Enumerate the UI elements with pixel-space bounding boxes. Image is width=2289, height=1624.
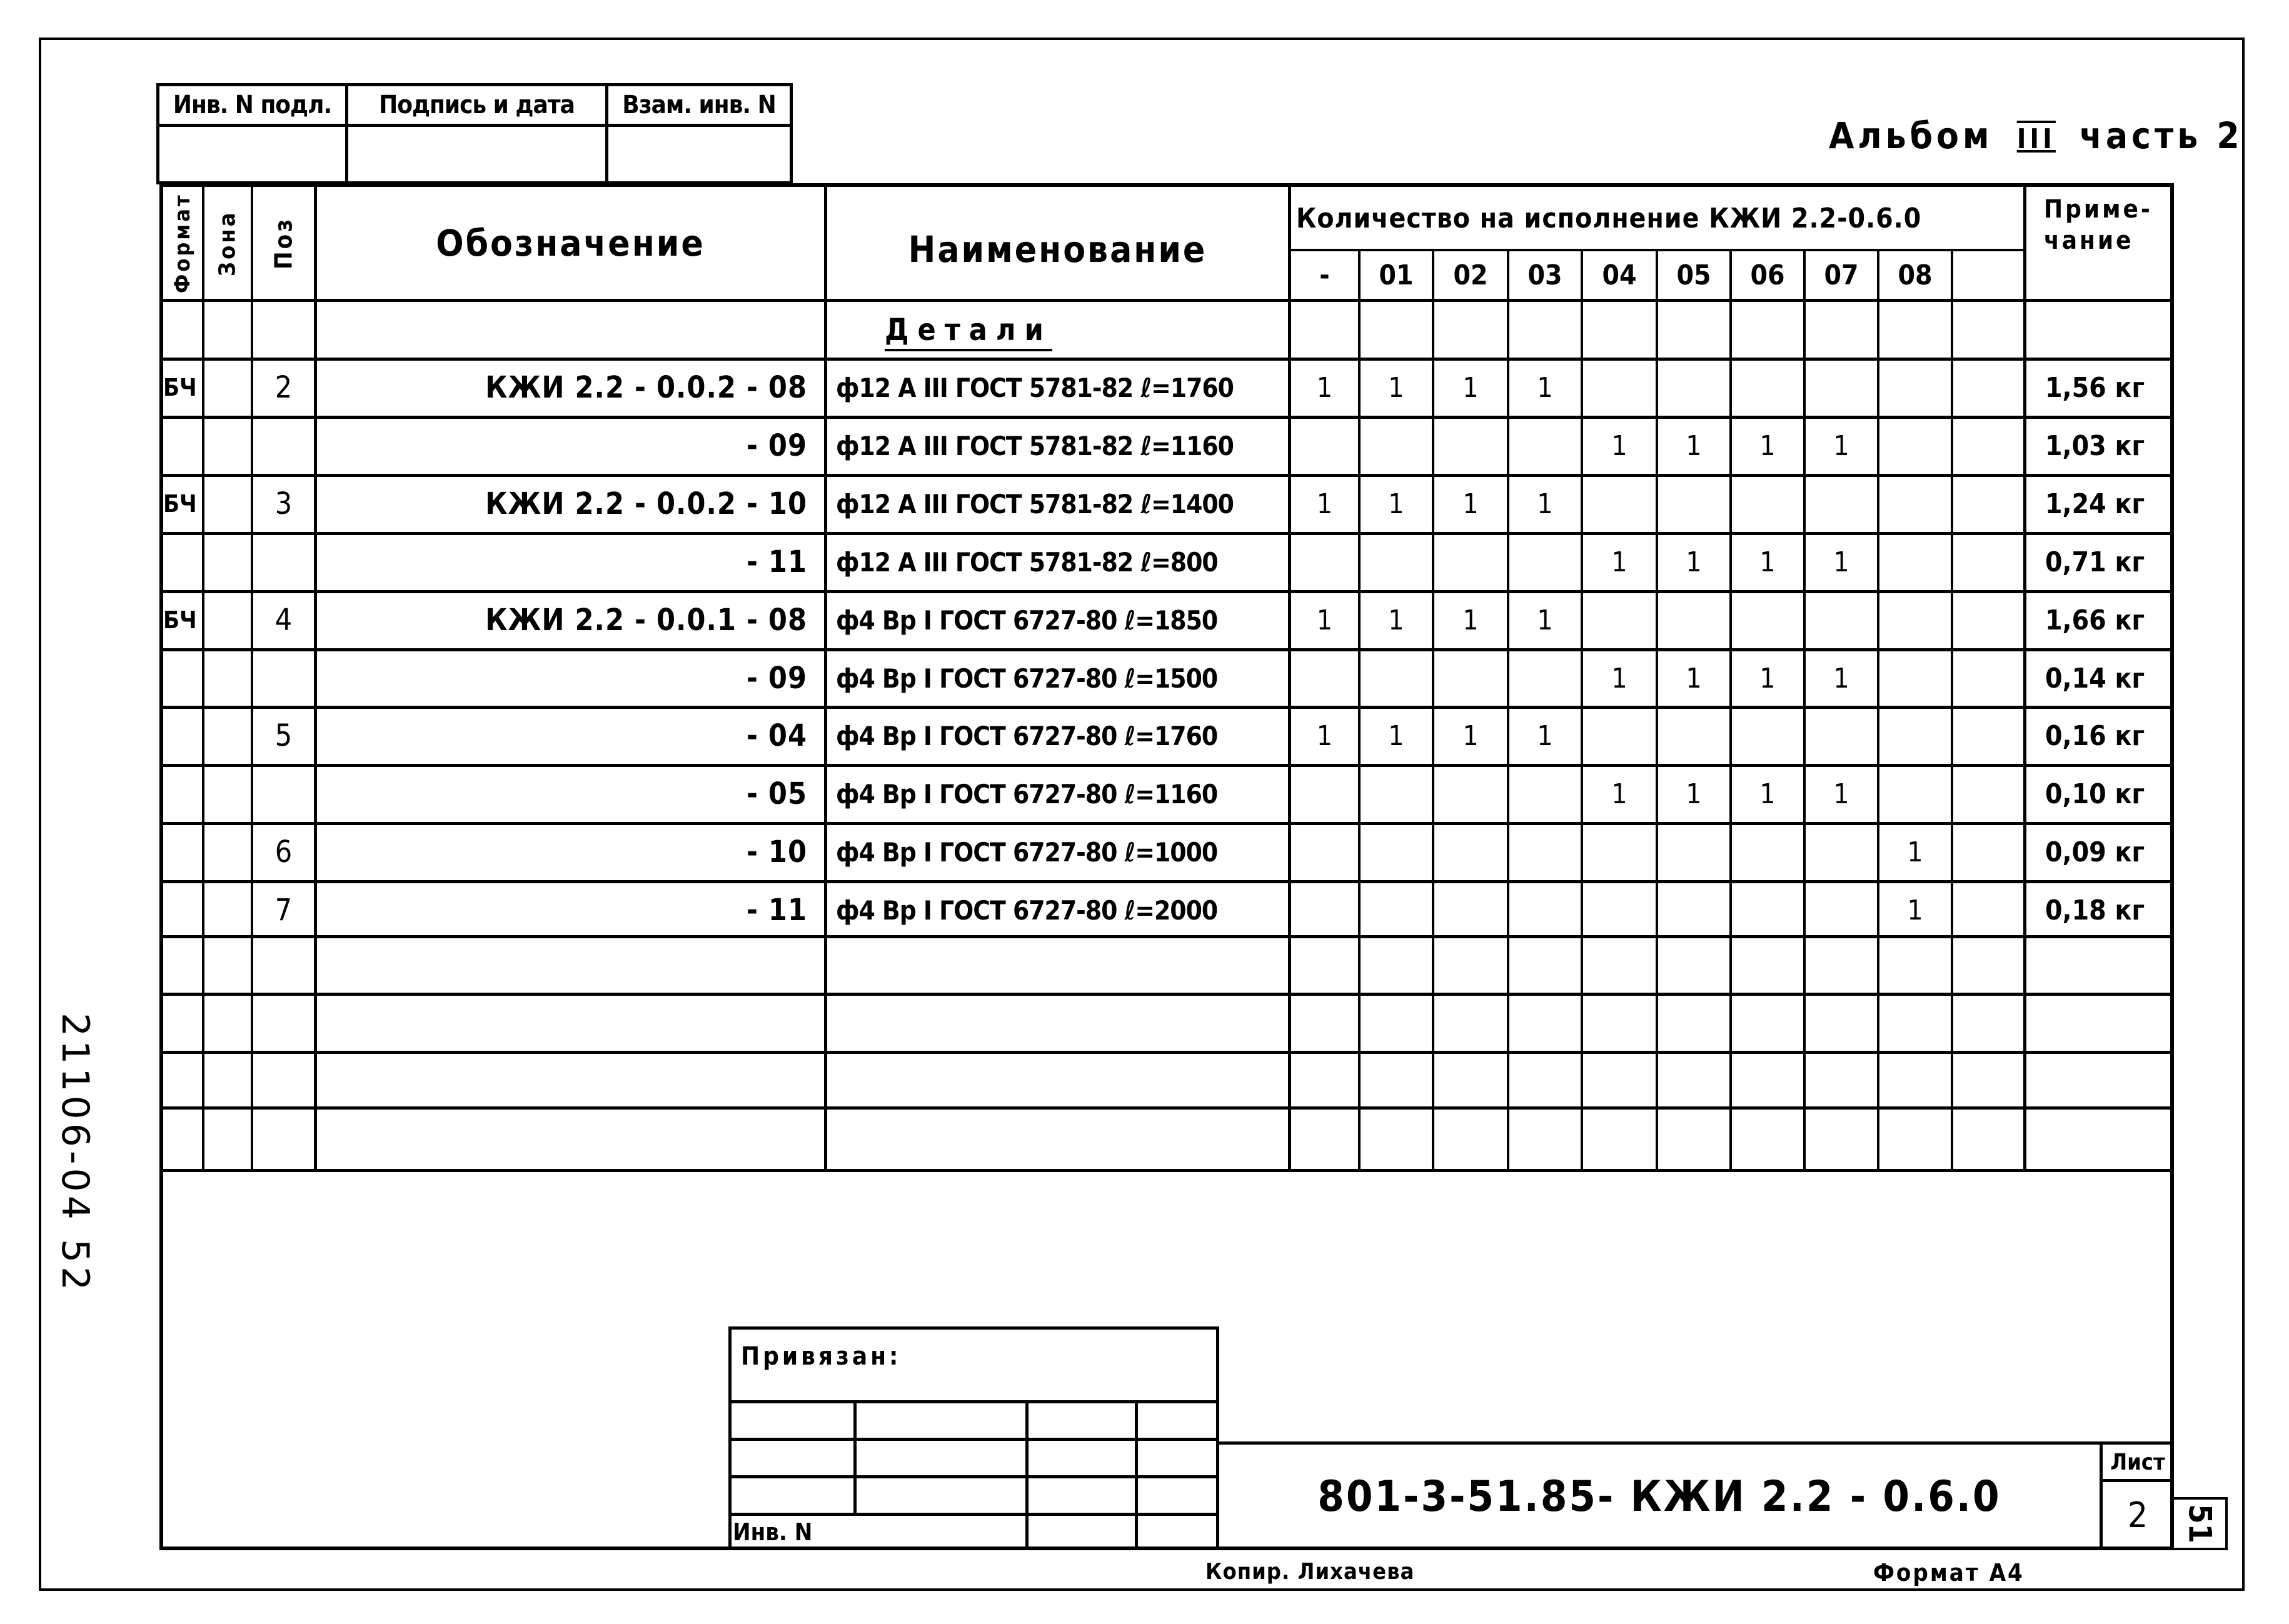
row-designation: - 11 (746, 544, 807, 579)
row-pos (253, 650, 314, 706)
row-designation: - 11 (746, 893, 807, 928)
row-pos (253, 418, 314, 474)
row-qty (1509, 824, 1581, 880)
row-qty: 1 (1316, 719, 1333, 752)
row-designation: - 05 (746, 776, 807, 811)
row-zone (204, 476, 251, 532)
row-qty: 1 (1462, 488, 1479, 520)
row-qty (1732, 708, 1803, 764)
album-prefix: Альбом (1829, 114, 1993, 157)
row-designation: КЖИ 2.2 - 0.0.1 - 08 (485, 603, 807, 638)
row-qty: 1 (1833, 662, 1849, 694)
row-format (162, 882, 202, 938)
stamp-header-signature: Подпись и дата (379, 91, 575, 119)
row-pos: 7 (274, 893, 293, 928)
header-qty-col: 08 (1898, 259, 1933, 291)
row-name: ф12 A III ГОСТ 5781-82 ℓ=1760 (836, 372, 1234, 403)
row-note: 0,71 кг (2045, 546, 2145, 578)
row-qty (1732, 882, 1803, 938)
row-qty: 1 (1686, 429, 1702, 462)
row-zone (204, 359, 251, 416)
row-format (162, 766, 202, 822)
row-qty (1434, 882, 1507, 938)
row-format (162, 650, 202, 706)
header-qty-col (1953, 251, 2023, 299)
row-qty (1291, 418, 1358, 474)
row-qty: 1 (1833, 546, 1849, 578)
row-qty: 1 (1759, 662, 1776, 694)
row-qty (1732, 592, 1803, 648)
header-qty-col: 04 (1602, 259, 1637, 291)
row-qty (1291, 824, 1358, 880)
row-zone (204, 650, 251, 706)
row-qty (1806, 592, 1877, 648)
row-qty: 1 (1759, 778, 1776, 810)
side-code-right: 51 (2182, 1504, 2218, 1543)
row-qty (1879, 418, 1951, 474)
header-note (2026, 194, 2170, 294)
row-qty (1806, 824, 1877, 880)
row-qty (1583, 476, 1656, 532)
document-code: 801-3-51.85- КЖИ 2.2 - 0.6.0 (1317, 1472, 2001, 1521)
row-qty (1879, 476, 1951, 532)
header-qty-col: 01 (1379, 259, 1414, 291)
row-qty (1434, 824, 1507, 880)
row-qty (1509, 766, 1581, 822)
row-zone (204, 708, 251, 764)
row-qty (1953, 824, 2023, 880)
row-qty (1953, 650, 2023, 706)
sheet-label: Лист (2110, 1449, 2165, 1475)
row-qty (1879, 359, 1951, 416)
header-zone: Зона (214, 210, 241, 276)
row-qty: 1 (1462, 719, 1479, 752)
header-format: Формат (170, 193, 195, 294)
row-name: ф4 Вр I ГОСТ 6727-80 ℓ=1500 (836, 663, 1218, 694)
row-format: БЧ (163, 490, 197, 518)
row-qty (1658, 882, 1729, 938)
header-qty-col: 07 (1824, 259, 1859, 291)
row-pos: 4 (274, 603, 293, 638)
stamp-header-inv: Инв. N подл. (173, 91, 332, 119)
row-qty (1953, 766, 2023, 822)
row-qty: 1 (1316, 604, 1333, 636)
row-name: ф12 A III ГОСТ 5781-82 ℓ=800 (836, 546, 1218, 578)
row-qty: 1 (1833, 778, 1849, 810)
section-title: Детали (885, 312, 1052, 348)
header-qty-col: 02 (1453, 259, 1488, 291)
row-qty (1509, 650, 1581, 706)
row-zone (204, 766, 251, 822)
row-designation: КЖИ 2.2 - 0.0.2 - 10 (485, 486, 807, 521)
row-format (162, 824, 202, 880)
row-name: ф12 A III ГОСТ 5781-82 ℓ=1400 (836, 488, 1234, 519)
row-qty: 1 (1907, 894, 1923, 926)
row-qty (1361, 882, 1432, 938)
row-zone (204, 534, 251, 590)
row-qty (1583, 359, 1656, 416)
row-qty (1434, 766, 1507, 822)
row-qty (1361, 418, 1432, 474)
row-qty: 1 (1316, 371, 1333, 404)
row-qty (1953, 882, 2023, 938)
row-qty: 1 (1388, 488, 1404, 520)
row-pos: 3 (274, 486, 293, 521)
album-suffix: часть 2 (2080, 114, 2243, 157)
row-qty: 1 (1388, 604, 1404, 636)
row-qty (1879, 592, 1951, 648)
row-qty: 1 (1833, 429, 1849, 462)
row-name: ф4 Вр I ГОСТ 6727-80 ℓ=1000 (836, 836, 1218, 868)
row-qty (1953, 592, 2023, 648)
row-qty (1658, 359, 1729, 416)
stamp-value-inv[interactable] (159, 127, 345, 182)
row-qty (1806, 476, 1877, 532)
row-qty: 1 (1537, 719, 1553, 752)
row-note: 0,16 кг (2045, 719, 2145, 752)
row-qty (1361, 534, 1432, 590)
row-designation: - 09 (746, 428, 807, 463)
row-note: 0,09 кг (2045, 836, 2145, 868)
row-qty (1953, 418, 2023, 474)
row-qty (1953, 476, 2023, 532)
row-note: 0,18 кг (2045, 894, 2145, 926)
row-qty: 1 (1462, 371, 1479, 404)
row-qty (1509, 882, 1581, 938)
row-qty (1291, 882, 1358, 938)
row-note: 1,56 кг (2045, 371, 2145, 404)
row-qty (1953, 534, 2023, 590)
header-note-line1: Приме- (2044, 195, 2153, 224)
row-designation: КЖИ 2.2 - 0.0.2 - 08 (485, 370, 807, 405)
header-qty-col: 03 (1527, 259, 1562, 291)
row-qty (1658, 708, 1729, 764)
row-qty (1879, 650, 1951, 706)
row-qty (1583, 824, 1656, 880)
row-designation: - 10 (746, 835, 807, 870)
row-format (162, 534, 202, 590)
row-qty: 1 (1686, 546, 1702, 578)
row-zone (204, 592, 251, 648)
header-pos: Поз (269, 217, 298, 269)
row-qty: 1 (1611, 429, 1627, 462)
row-qty (1291, 650, 1358, 706)
row-format: БЧ (163, 374, 197, 401)
row-qty (1953, 708, 2023, 764)
row-qty (1732, 476, 1803, 532)
header-qty-col: 05 (1676, 259, 1711, 291)
row-name: ф12 A III ГОСТ 5781-82 ℓ=1160 (836, 430, 1234, 461)
row-pos (253, 534, 314, 590)
row-qty (1361, 650, 1432, 706)
row-zone (204, 882, 251, 938)
row-qty (1806, 708, 1877, 764)
row-designation: - 04 (746, 718, 807, 753)
row-qty (1434, 418, 1507, 474)
row-format (162, 708, 202, 764)
copied-by: Копир. Лихачева (1205, 1559, 1415, 1585)
row-qty: 1 (1686, 778, 1702, 810)
stamp-value-replaced-inv[interactable] (608, 127, 790, 182)
row-qty (1291, 766, 1358, 822)
row-qty (1953, 359, 2023, 416)
row-name: ф4 Вр I ГОСТ 6727-80 ℓ=2000 (836, 895, 1218, 926)
row-qty: 1 (1611, 662, 1627, 694)
row-qty: 1 (1316, 488, 1333, 520)
binding-stamp-inv-label: Инв. N (733, 1518, 813, 1546)
row-qty (1583, 882, 1656, 938)
row-qty: 1 (1686, 662, 1702, 694)
row-note: 1,66 кг (2045, 604, 2145, 636)
album-number: III (2016, 123, 2056, 155)
row-qty (1291, 534, 1358, 590)
binding-stamp-title: Привязан: (741, 1342, 902, 1371)
row-note: 0,14 кг (2045, 662, 2145, 694)
row-pos: 2 (274, 370, 293, 405)
row-qty: 1 (1759, 429, 1776, 462)
row-zone (204, 418, 251, 474)
row-qty (1509, 418, 1581, 474)
row-qty: 1 (1388, 719, 1404, 752)
row-qty: 1 (1462, 604, 1479, 636)
row-qty: 1 (1907, 836, 1923, 868)
row-note: 1,03 кг (2045, 429, 2145, 462)
row-qty: 1 (1537, 488, 1553, 520)
row-qty (1732, 359, 1803, 416)
row-designation: - 09 (746, 661, 807, 696)
row-qty (1732, 824, 1803, 880)
row-qty: 1 (1388, 371, 1404, 404)
row-format: БЧ (163, 606, 197, 634)
header-designation: Обозначение (436, 222, 705, 264)
row-qty (1583, 708, 1656, 764)
row-pos: 6 (274, 835, 293, 870)
row-qty: 1 (1611, 778, 1627, 810)
header-qty-col: - (1319, 259, 1330, 291)
row-qty (1879, 708, 1951, 764)
row-zone (204, 824, 251, 880)
row-qty: 1 (1537, 371, 1553, 404)
row-qty (1806, 882, 1877, 938)
row-name: ф4 Вр I ГОСТ 6727-80 ℓ=1850 (836, 604, 1218, 636)
row-qty: 1 (1611, 546, 1627, 578)
sheet-format: Формат А4 (1873, 1559, 2025, 1586)
row-pos: 5 (274, 718, 293, 753)
row-qty (1879, 766, 1951, 822)
side-code-left: 21106-04 52 (53, 1013, 97, 1295)
row-name: ф4 Вр I ГОСТ 6727-80 ℓ=1760 (836, 720, 1218, 751)
row-note: 1,24 кг (2045, 488, 2145, 520)
sheet-number: 2 (2127, 1495, 2148, 1536)
row-qty: 1 (1759, 546, 1776, 578)
header-quantity-group: Количество на исполнение КЖИ 2.2-0.6.0 (1296, 202, 1922, 234)
row-qty (1361, 824, 1432, 880)
header-name: Наименование (908, 228, 1207, 271)
row-qty (1583, 592, 1656, 648)
row-qty (1658, 824, 1729, 880)
row-qty (1879, 534, 1951, 590)
row-qty (1658, 476, 1729, 532)
row-qty: 1 (1537, 604, 1553, 636)
row-pos (253, 766, 314, 822)
row-qty (1509, 534, 1581, 590)
album-caption (1829, 114, 2243, 157)
header-note-line2: чание (2044, 226, 2134, 255)
header-qty-col: 06 (1750, 259, 1785, 291)
stamp-header-replaced-inv: Взам. инв. N (622, 91, 776, 119)
row-qty (1434, 650, 1507, 706)
row-name: ф4 Вр I ГОСТ 6727-80 ℓ=1160 (836, 778, 1218, 809)
row-format (162, 418, 202, 474)
row-qty (1658, 592, 1729, 648)
row-qty (1361, 766, 1432, 822)
stamp-value-signature[interactable] (348, 127, 605, 182)
row-qty (1806, 359, 1877, 416)
row-note: 0,10 кг (2045, 778, 2145, 810)
row-qty (1434, 534, 1507, 590)
